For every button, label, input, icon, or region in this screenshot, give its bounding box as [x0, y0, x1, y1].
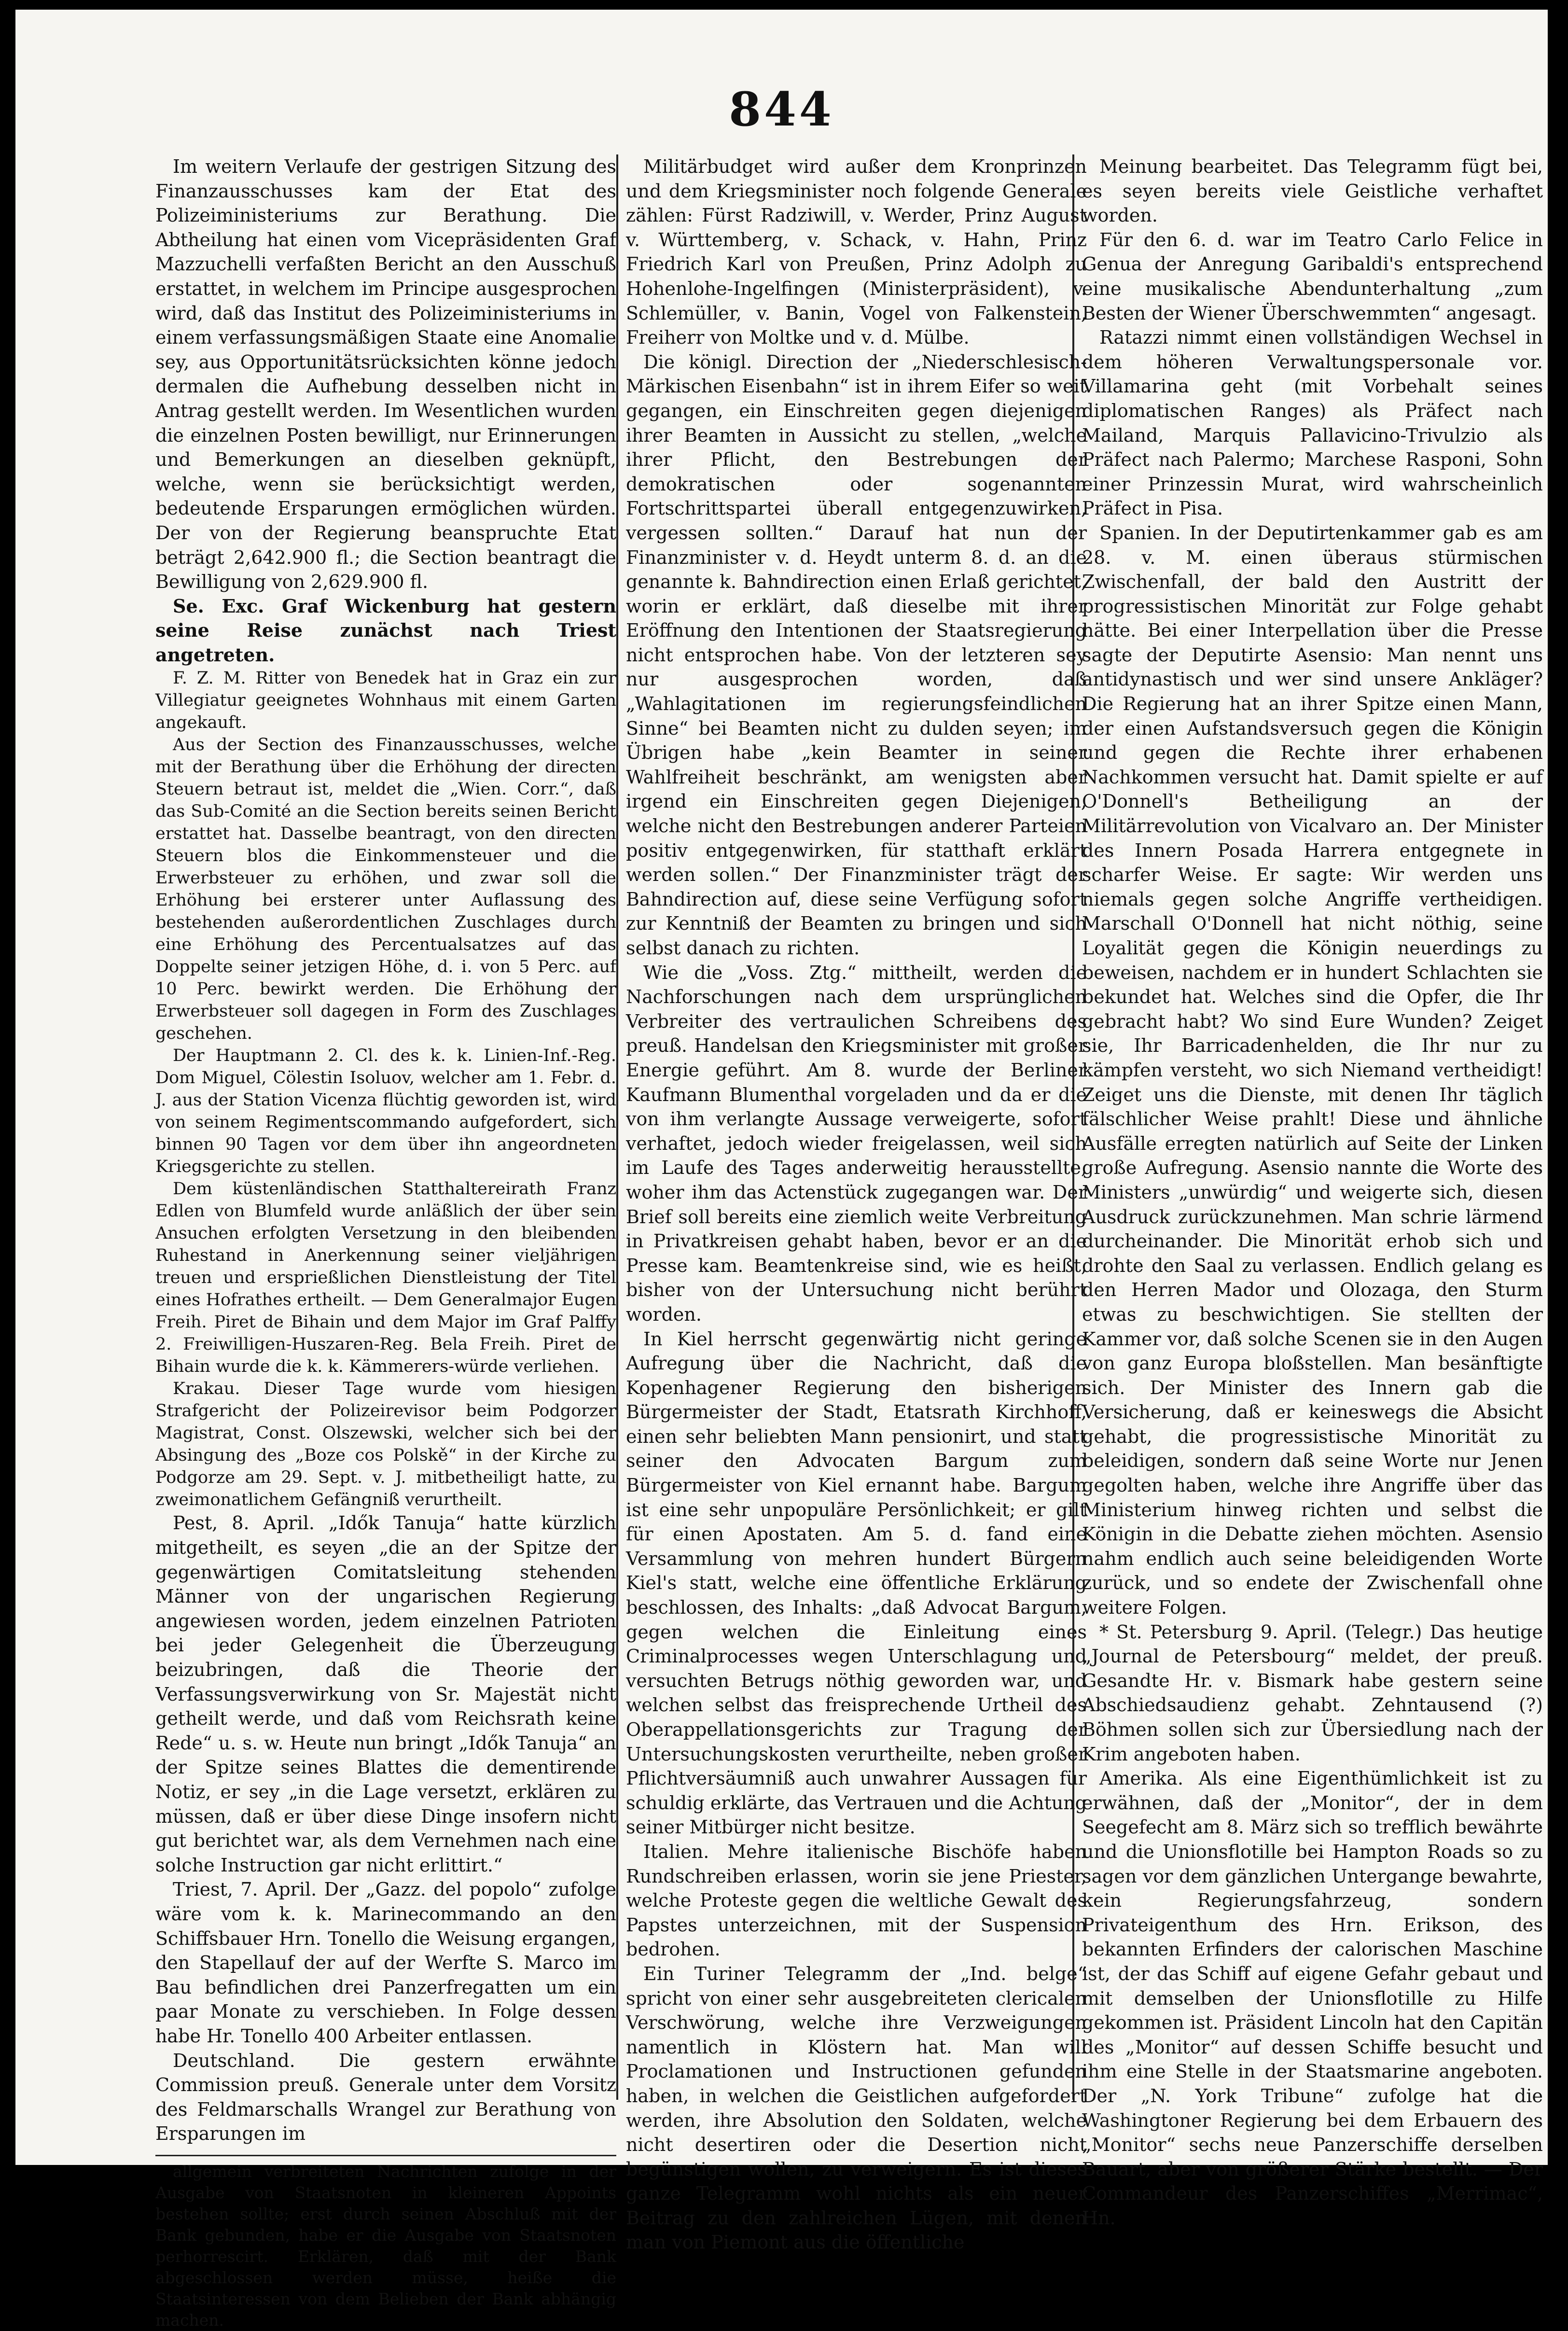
article-amerika: Amerika. Als eine Eigenthümlichkeit ist zu erwähnen, daß der „Monitor“, der in dem Seegefecht am 8. März sich so trefflich bewährte und die Unionsflotille bei Hampton Roads so zu sagen vor dem gänzlichen Untergange bewahrte, kein Regierungsfahrzeug, sondern Privateigenthum des Hrn. Erikson, des bekannten Erfinders der calorischen Maschine ist, der das Schiff auf eigene Gefahr gebaut und mit demselben der Unionsflotille zu Hilfe gekommen ist. Präsident Lincoln hat den Capitän des „Monitor“ auf dessen Schiffe besucht und ihm eine Stelle in der Staatsmarine angeboten. Der „N. York Tribune“ zufolge hat die Washingtoner Regierung bei dem Erbauern des „Monitor“ sechs neue Panzerschiffe derselben Bauart, aber von größerer Stärke bestellt. — Der Commandeur des Panzerschiffes „Merrimac“, Hn. [1082, 1768, 1543, 2229]
article-benedek: F. Z. M. Ritter von Benedek hat in Graz ein zur Villegiatur geeignetes Wohnhaus mit einem Garten angekauft. [155, 669, 616, 733]
newspaper-page [15, 10, 1548, 2330]
column-left [155, 154, 616, 2330]
article-krakau: Krakau. Dieser Tage wurde vom hiesigen Strafgericht der Polizeirevisor beim Podgorzer Magistrat, Const. Olszewski, welcher sich bei der Absingung des „Boze cos Polskě“ in der Kirche zu Podgorze am 29. Sept. v. J. mitbetheiligt hatte, zu zweimonatlichem Gefängniß verurtheilt. [155, 1379, 616, 1510]
article-deutschland: Deutschland. Die gestern erwähnte Commission preuß. Generale unter dem Vorsitz des Feldmarschalls Wrangel zur Berathung von Ersparungen im [155, 2050, 616, 2145]
article-genua: Für den 6. d. war im Teatro Carlo Felice in Genua der Anregung Garibaldi's entsprechend eine musikalische Abendunterhaltung „zum Besten der Wiener Überschwemmten“ angesagt. [1082, 229, 1543, 324]
article-tax-increase: Aus der Section des Finanzausschusses, welche mit der Berathung über die Erhöhung der directen Steuern betraut ist, meldet die „Wien. Corr.“, daß das Sub-Comité an die Section bereits seinen Bericht erstattet hat. Dasselbe beantragt, von den directen Steuern blos die Einkommensteuer und die Erwerbsteuer zu erhöhen, und zwar soll die Erhöhung bei ersterer unter Auflassung des bestehenden außerordentlichen Zuschlages durch eine Erhöhung des Percentualsatzes auf das Doppelte seiner jetzigen Höhe, d. i. von 5 Perc. auf 10 Perc. bewirkt werden. Die Erhöhung der Erwerbsteuer soll dagegen in Form des Zuschlages geschehen. [155, 735, 616, 1044]
column-rule [616, 154, 618, 2100]
footnote-divider [155, 2155, 616, 2156]
column-right [1082, 154, 1543, 2229]
article-railway-direction: Die königl. Direction der „Niederschlesisch-Märkischen Eisenbahn“ ist in ihrem Eifer so weit gegangen, ein Einschreiten gegen diejenigen ihrer Beamten in Aussicht zu stellen, „welche ihrer Pflicht, den Bestrebungen der demokratischen oder sogenannten Fortschrittspartei überall entgegenzuwirken, vergessen sollten.“ Darauf hat nun der Finanzminister v. d. Heydt unterm 8. d. an die genannte k. Bahndirection einen Erlaß gerichtet, worin er erklärt, daß dieselbe mit ihrer Eröffnung den Intentionen der Staatsregierung nicht entsprochen habe. Von der letzteren sey nur ausgesprochen worden, daß „Wahlagitationen im regierungsfeindlichen Sinne“ bei Beamten nicht zu dulden seyen; im Übrigen habe „kein Beamter in seiner Wahlfreiheit beschränkt, am wenigsten aber irgend ein Einschreiten gegen Diejenigen, welche nicht den Bestrebungen anderer Parteien positiv entgegenwirken, für statthaft erklärt werden sollen.“ Der Finanzminister trägt der Bahndirection auf, diese seine Verfügung sofort zur Kenntniß der Beamten zu bringen und sich selbst danach zu richten. [626, 351, 1087, 959]
footnote: allgemein verbreiteten Nachrichten zufolge in der Ausgabe von Staatsnoten in kleineren Appoints bestehen sollte; erst durch seinen Abschluß mit der Bank gebunden, habe er die Ausgabe von Staatsnoten perhorrescirt. Erklären, daß mit der Bank abgeschlossen werden müsse, heiße die Staatsinteressen von dem Belieben der Bank abhängig machen. [155, 2162, 616, 2330]
article-ratazzi: Ratazzi nimmt einen vollständigen Wechsel in dem höheren Verwaltungspersonale vor. Villamarina geht (mit Vorbehalt seines diplomatischen Ranges) als Präfect nach Mailand, Marquis Pallavicino-Trivulzio als Präfect nach Palermo; Marchese Rasponi, Sohn einer Prinzessin Murat, wird wahrscheinlich Präfect in Pisa. [1082, 327, 1543, 519]
article-voss-ztg: Wie die „Voss. Ztg.“ mittheilt, werden die Nachforschungen nach dem ursprünglichen Verbreiter des vertraulichen Schreibens des preuß. Handelsan den Kriegsminister mit großer Energie geführt. Am 8. wurde der Berliner Kaufmann Blumenthal vorgeladen und da er die von ihm verlangte Aussage verweigerte, sofort verhaftet, jedoch wieder freigelassen, weil sich im Laufe des Tages anderweitig herausstellte, woher ihm das Actenstück zugegangen war. Der Brief soll bereits eine ziemlich weite Verbreitung in Privatkreisen gehabt haben, bevor er an die Presse kam. Beamtenkreise sind, wie es heißt, bisher von der Untersuchung nicht berührt worden. [626, 962, 1087, 1325]
article-military-budget: Militärbudget wird außer dem Kronprinzen und dem Kriegsminister noch folgende Generale zählen: Fürst Radziwill, v. Werder, Prinz August v. Württemberg, v. Schack, v. Hahn, Prinz Friedrich Karl von Preußen, Prinz Adolph zu Hohenlohe-Ingelfingen (Ministerpräsident), v. Schlemüller, v. Banin, Vogel von Falkenstein, Freiherr von Moltke und v. d. Mülbe. [626, 156, 1087, 349]
article-italien: Italien. Mehre italienische Bischöfe haben Rundschreiben erlassen, worin sie jene Priester, welche Proteste gegen die weltliche Gewalt des Papstes unterzeichnen, mit der Suspension bedrohen. [626, 1841, 1087, 1960]
article-wickenburg: Se. Exc. Graf Wickenburg hat gestern seine Reise zunächst nach Triest angetreten. [155, 595, 616, 666]
page-number: 844 [729, 82, 834, 137]
article-pest: Pest, 8. April. „Idők Tanuja“ hatte kürzlich mitgetheilt, es seyen „die an der Spitze der gegenwärtigen Comitatsleitung stehenden Männer von der ungarischen Regierung angewiesen worden, jedem einzelnen Patrioten bei jeder Gelegenheit die Überzeugung beizubringen, daß die Theorie der Verfassungsverwirkung von Sr. Majestät nicht getheilt werde, und daß vom Reichsrath keine Rede“ u. s. w. Heute nun bringt „Idők Tanuja“ an der Spitze seines Blattes die dementirende Notiz, er sey „in die Lage versetzt, erklären zu müssen, daß er über diese Dinge insofern nicht gut berichtet war, als dem Vernehmen nach eine solche Instruction gar nicht erlittirt.“ [155, 1512, 616, 1876]
article-captain-summons: Der Hauptmann 2. Cl. des k. k. Linien-Inf.-Reg. Dom Miguel, Cölestin Isoluov, welcher am 1. Febr. d. J. aus der Station Vicenza flüchtig geworden ist, wird von seinem Regimentscommando aufgefordert, sich binnen 90 Tagen vor dem über ihn angeordneten Kriegsgerichte zu stellen. [155, 1046, 616, 1177]
article-telegram-continued: Meinung bearbeitet. Das Telegramm fügt bei, es seyen bereits viele Geistliche verhaftet worden. [1082, 156, 1543, 226]
article-turin-telegram: Ein Turiner Telegramm der „Ind. belge“ spricht von einer sehr ausgebreiteten clericalen Verschwörung, welche ihre Verzweigungen namentlich in Klöstern hat. Man will Proclamationen und Instructionen gefunden haben, in welchen die Geistlichen aufgefordert werden, ihre Absolution den Soldaten, welche nicht desertiren oder die Desertion nicht begünstigen wollen, zu verweigern. Es ist dieses ganze Telegramm wohl nichts als ein neuer Beitrag zu den zahlreichen Lügen, mit denen man von Piemont aus die öffentliche [626, 1963, 1087, 2253]
article-kiel: In Kiel herrscht gegenwärtig nicht geringe Aufregung über die Nachricht, daß die Kopenhagener Regierung den bisherigen Bürgermeister der Stadt, Etatsrath Kirchhoff, einen sehr beliebten Mann pensionirt, und statt seiner den Advocaten Bargum zum Bürgermeister von Kiel ernannt habe. Bargum ist eine sehr unpopuläre Persönlichkeit; er gilt für einen Apostaten. Am 5. d. fand eine Versammlung von mehren hundert Bürgern Kiel's statt, welche eine öffentliche Erklärung beschlossen, des Inhalts: „daß Advocat Bargum, gegen welchen die Einleitung eines Criminalprocesses wegen Unterschlagung und versuchten Betrugs nöthig geworden war, und welchen selbst das freisprechende Urtheil des Oberappellationsgerichts zur Tragung der Untersuchungskosten verurtheilte, neben großer Pflichtversäumniß auch unwahrer Aussagen für schuldig erklärte, das Vertrauen und die Achtung seiner Mitbürger nicht besitze. [626, 1328, 1087, 1838]
article-spanien: Spanien. In der Deputirtenkammer gab es am 28. v. M. einen überaus stürmischen Zwischenfall, der bald den Austritt der progressistischen Minorität zur Folge gehabt hätte. Bei einer Interpellation über die Presse sagte der Deputirte Asensio: Man nennt uns antidynastisch und wer sind unsere Ankläger? Die Regierung hat an ihrer Spitze einen Mann, der einen Aufstandsversuch gegen die Königin und gegen die Rechte ihrer erhabenen Nachkommen versucht hat. Damit spielte er auf O'Donnell's Betheiligung an der Militärrevolution von Vicalvaro an. Der Minister des Innern Posada Harrera entgegnete in scharfer Weise. Er sagte: Wir werden uns niemals gegen solche Angriffe vertheidigen. Marschall O'Donnell hat nicht nöthig, seine Loyalität gegen die Königin neuerdings zu beweisen, nachdem er in hundert Schlachten sie bekundet hat. Welches sind die Opfer, die Ihr gebracht habt? Wo sind Eure Wunden? Zeiget sie, Ihr Barricadenhelden, die Ihr nur zu kämpfen versteht, wo sich Niemand vertheidigt! Zeiget uns die Dienste, mit denen Ihr täglich fälschlicher Weise prahlt! Diese und ähnliche Ausfälle erregten natürlich auf Seite der Linken große Aufregung. Asensio nannte die Worte des Ministers „unwürdig“ und weigerte sich, diesen Ausdruck zurückzunehmen. Man schrie lärmend durcheinander. Die Minorität erhob sich und drohte den Saal zu verlassen. Endlich gelang es den Herren Mador und Olozaga, den Sturm etwas zu beschwichtigen. Sie stellten der Kammer vor, daß solche Scenen sie in den Augen von ganz Europa bloßstellen. Man besänftigte sich. Der Minister des Innern gab die Versicherung, daß er keineswegs die Absicht gehabt, die progressistische Minorität zu beleidigen, sondern daß seine Worte nur Jenen gegolten haben, welche ihre Angriffe über das Ministerium hinweg richten und selbst die Königin in die Debatte ziehen möchten. Asensio nahm endlich auch seine beleidigenden Worte zurück, und so endete der Zwischenfall ohne weitere Folgen. [1082, 522, 1543, 1619]
column-middle [626, 154, 1087, 2253]
article-blumfeld: Dem küstenländischen Statthaltereirath Franz Edlen von Blumfeld wurde anläßlich der über sein Ansuchen erfolgten Versetzung in den bleibenden Ruhestand in Anerkennung seiner vieljährigen treuen und ersprießlichen Dienstleistung der Titel eines Hofrathes ertheilt. — Dem Generalmajor Eugen Freih. Piret de Bihain und dem Major im Graf Palffy 2. Freiwilligen-Huszaren-Reg. Bela Freih. Piret de Bihain wurde die k. k. Kämmerers-würde verliehen. [155, 1179, 616, 1377]
article-triest: Triest, 7. April. Der „Gazz. del popolo“ zufolge wäre vom k. k. Marinecommando an den Schiffsbauer Hrn. Tonello die Weisung ergangen, den Stapellauf der auf der Werfte S. Marco im Bau befindlichen drei Panzerfregatten um ein paar Monate zu verschieben. In Folge dessen habe Hr. Tonello 400 Arbeiter entlassen. [155, 1879, 616, 2047]
article-finance-committee: Im weitern Verlaufe der gestrigen Sitzung des Finanzausschusses kam der Etat des Polizeiministeriums zur Berathung. Die Abtheilung hat einen vom Vicepräsidenten Graf Mazzuchelli verfaßten Bericht an den Ausschuß erstattet, in welchem im Principe ausgesprochen wird, daß das Institut des Polizeiministeriums in einem verfassungsmäßigen Staate eine Anomalie sey, aus Opportunitätsrücksichten könne jedoch dermalen die Aufhebung desselben nicht in Antrag gestellt werden. Im Wesentlichen wurden die einzelnen Posten bewilligt, nur Erinnerungen und Bemerkungen an dieselben geknüpft, welche, wenn sie berücksichtigt werden, bedeutende Ersparungen ermöglichen würden. Der von der Regierung beanspruchte Etat beträgt 2,642.900 fl.; die Section beantragt die Bewilligung von 2,629.900 fl. [155, 156, 616, 593]
article-st-petersburg: * St. Petersburg 9. April. (Telegr.) Das heutige „Journal de Petersbourg“ meldet, der preuß. Gesandte Hr. v. Bismark habe gestern seine Abschiedsaudienz gehabt. Zehntausend (?) Böhmen sollen sich zur Übersiedlung nach der Krim angeboten haben. [1082, 1621, 1543, 1765]
